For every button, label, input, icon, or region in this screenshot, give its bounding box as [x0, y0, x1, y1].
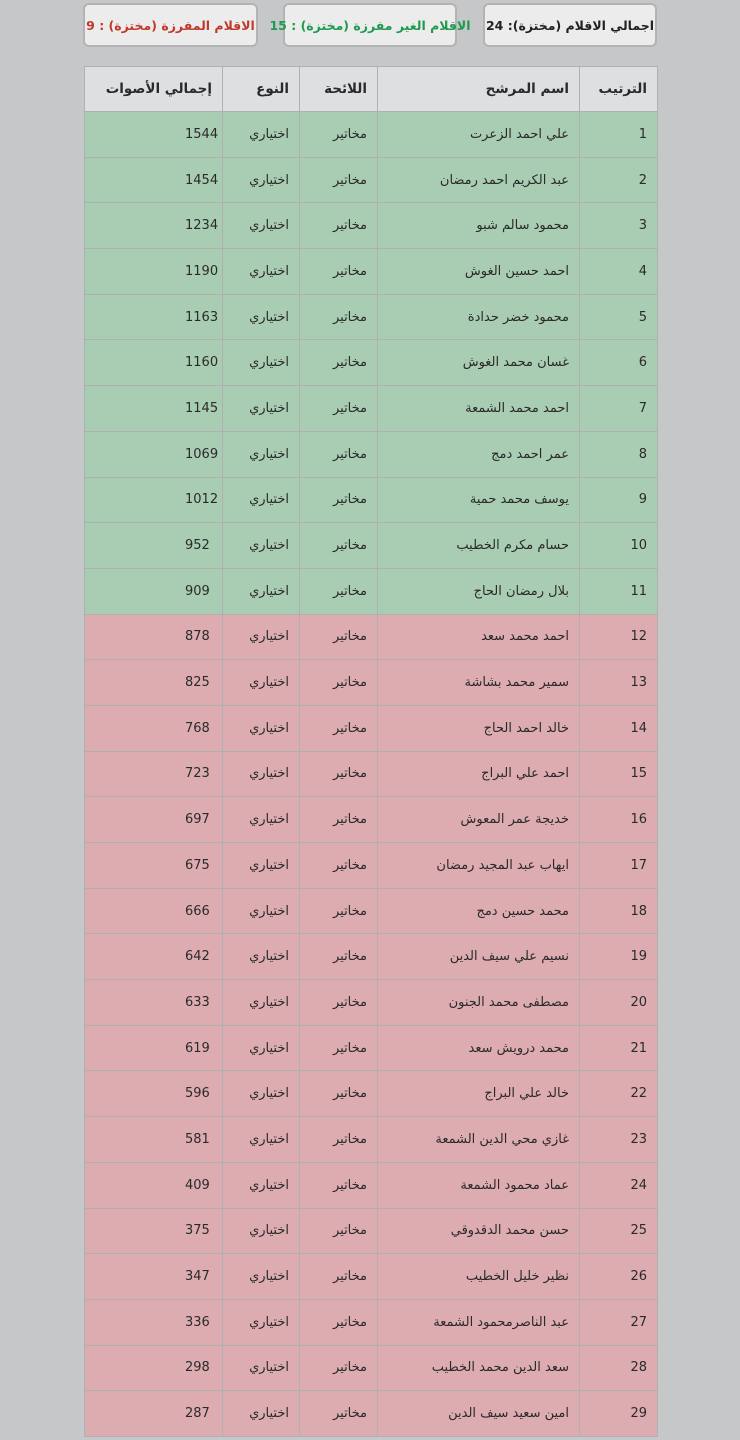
votes-cell: 287	[85, 1391, 223, 1437]
rank-cell: 27	[580, 1299, 658, 1345]
rank-cell: 14	[580, 705, 658, 751]
rank-cell: 18	[580, 888, 658, 934]
list-cell: مخاتير	[300, 1071, 378, 1117]
total-pens-label: اجمالي الاقلام (مختزة): 24	[485, 17, 655, 33]
list-cell: مخاتير	[300, 249, 378, 295]
votes-cell: 298	[85, 1345, 223, 1391]
rank-cell: 25	[580, 1208, 658, 1254]
table-row	[85, 523, 658, 569]
votes-cell: 1544	[85, 112, 223, 158]
votes-cell: 409	[85, 1162, 223, 1208]
type-cell: اختياري	[223, 1345, 300, 1391]
votes-cell: 1160	[85, 340, 223, 386]
list-cell: مخاتير	[300, 523, 378, 569]
votes-cell: 1190	[85, 249, 223, 295]
type-cell: اختياري	[223, 1071, 300, 1117]
sorted-pens-label: الاقلام المفرزة (مختزة) : 9	[86, 17, 255, 33]
rank-cell: 21	[580, 1025, 658, 1071]
type-cell: اختياري	[223, 1117, 300, 1163]
results-body	[85, 112, 658, 1437]
list-cell: مخاتير	[300, 431, 378, 477]
rank-cell: 5	[580, 294, 658, 340]
type-cell: اختياري	[223, 294, 300, 340]
header-votes[interactable]: إجمالي الأصوات	[85, 67, 223, 112]
type-cell: اختياري	[223, 477, 300, 523]
type-cell: اختياري	[223, 386, 300, 432]
rank-cell: 11	[580, 568, 658, 614]
votes-cell: 952	[85, 523, 223, 569]
votes-cell: 633	[85, 980, 223, 1026]
candidate-name-cell: خديجة عمر المعوش	[378, 797, 580, 843]
type-cell: اختياري	[223, 797, 300, 843]
table-row	[85, 888, 658, 934]
table-row	[85, 1208, 658, 1254]
list-cell: مخاتير	[300, 1254, 378, 1300]
candidate-name-cell: خالد علي البراج	[378, 1071, 580, 1117]
rank-cell: 12	[580, 614, 658, 660]
results-table	[84, 66, 658, 1437]
table-row	[85, 934, 658, 980]
list-cell: مخاتير	[300, 1117, 378, 1163]
table-row	[85, 1117, 658, 1163]
rank-cell: 28	[580, 1345, 658, 1391]
candidate-name-cell: عماد محمود الشمعة	[378, 1162, 580, 1208]
votes-cell: 347	[85, 1254, 223, 1300]
list-cell: مخاتير	[300, 157, 378, 203]
header-list[interactable]: اللائحة	[300, 67, 378, 112]
rank-cell: 20	[580, 980, 658, 1026]
table-row	[85, 843, 658, 889]
votes-cell: 336	[85, 1299, 223, 1345]
table-row	[85, 980, 658, 1026]
table-row	[85, 1162, 658, 1208]
candidate-name-cell: عمر احمد دمج	[378, 431, 580, 477]
type-cell: اختياري	[223, 980, 300, 1026]
candidate-name-cell: حسام مكرم الخطيب	[378, 523, 580, 569]
list-cell: مخاتير	[300, 386, 378, 432]
table-row	[85, 614, 658, 660]
type-cell: اختياري	[223, 568, 300, 614]
candidate-name-cell: مصطفى محمد الجنون	[378, 980, 580, 1026]
rank-cell: 15	[580, 751, 658, 797]
candidate-name-cell: حسن محمد الدقدوقي	[378, 1208, 580, 1254]
list-cell: مخاتير	[300, 477, 378, 523]
table-row	[85, 477, 658, 523]
non-sorted-pens-label: الاقلام الغير مفرزة (مختزة) : 15	[269, 17, 471, 33]
candidate-name-cell: يوسف محمد حمية	[378, 477, 580, 523]
rank-cell: 22	[580, 1071, 658, 1117]
list-cell: مخاتير	[300, 1299, 378, 1345]
table-row	[85, 797, 658, 843]
table-row	[85, 1025, 658, 1071]
type-cell: اختياري	[223, 1025, 300, 1071]
rank-cell: 16	[580, 797, 658, 843]
table-row	[85, 203, 658, 249]
rank-cell: 6	[580, 340, 658, 386]
list-cell: مخاتير	[300, 888, 378, 934]
rank-cell: 23	[580, 1117, 658, 1163]
rank-cell: 9	[580, 477, 658, 523]
votes-cell: 1454	[85, 157, 223, 203]
type-cell: اختياري	[223, 431, 300, 477]
type-cell: اختياري	[223, 934, 300, 980]
candidate-name-cell: محمد درويش سعد	[378, 1025, 580, 1071]
candidate-name-cell: خالد احمد الحاج	[378, 705, 580, 751]
rank-cell: 13	[580, 660, 658, 706]
table-row	[85, 1299, 658, 1345]
list-cell: مخاتير	[300, 980, 378, 1026]
table-header-row	[85, 67, 658, 112]
type-cell: اختياري	[223, 1208, 300, 1254]
rank-cell: 17	[580, 843, 658, 889]
list-cell: مخاتير	[300, 843, 378, 889]
candidate-name-cell: احمد علي البراج	[378, 751, 580, 797]
candidate-name-cell: نسيم علي سيف الدين	[378, 934, 580, 980]
type-cell: اختياري	[223, 614, 300, 660]
votes-cell: 768	[85, 705, 223, 751]
candidate-name-cell: سعد الدين محمد الخطيب	[378, 1345, 580, 1391]
table-row	[85, 1391, 658, 1437]
rank-cell: 1	[580, 112, 658, 158]
candidate-name-cell: غازي محي الدين الشمعة	[378, 1117, 580, 1163]
votes-cell: 825	[85, 660, 223, 706]
table-row	[85, 157, 658, 203]
list-cell: مخاتير	[300, 751, 378, 797]
total-pens-button[interactable]	[483, 3, 657, 47]
votes-cell: 1163	[85, 294, 223, 340]
rank-cell: 8	[580, 431, 658, 477]
rank-cell: 4	[580, 249, 658, 295]
rank-cell: 26	[580, 1254, 658, 1300]
candidate-name-cell: بلال رمضان الحاج	[378, 568, 580, 614]
type-cell: اختياري	[223, 249, 300, 295]
votes-cell: 581	[85, 1117, 223, 1163]
votes-cell: 619	[85, 1025, 223, 1071]
rank-cell: 19	[580, 934, 658, 980]
votes-cell: 675	[85, 843, 223, 889]
table-row	[85, 705, 658, 751]
list-cell: مخاتير	[300, 203, 378, 249]
table-row	[85, 660, 658, 706]
votes-cell: 1145	[85, 386, 223, 432]
type-cell: اختياري	[223, 1299, 300, 1345]
list-cell: مخاتير	[300, 1345, 378, 1391]
list-cell: مخاتير	[300, 797, 378, 843]
table-row	[85, 386, 658, 432]
candidate-name-cell: احمد محمد سعد	[378, 614, 580, 660]
table-row	[85, 1071, 658, 1117]
candidate-name-cell: سمير محمد بشاشة	[378, 660, 580, 706]
votes-cell: 642	[85, 934, 223, 980]
votes-cell: 909	[85, 568, 223, 614]
list-cell: مخاتير	[300, 1025, 378, 1071]
votes-cell: 697	[85, 797, 223, 843]
table-row	[85, 340, 658, 386]
list-cell: مخاتير	[300, 660, 378, 706]
candidate-name-cell: نظير خليل الخطيب	[378, 1254, 580, 1300]
rank-cell: 7	[580, 386, 658, 432]
list-cell: مخاتير	[300, 340, 378, 386]
candidate-name-cell: عبد الكريم احمد رمضان	[378, 157, 580, 203]
votes-cell: 596	[85, 1071, 223, 1117]
sorted-pens-button[interactable]	[83, 3, 258, 47]
votes-cell: 878	[85, 614, 223, 660]
type-cell: اختياري	[223, 340, 300, 386]
list-cell: مخاتير	[300, 705, 378, 751]
rank-cell: 24	[580, 1162, 658, 1208]
table-row	[85, 1254, 658, 1300]
type-cell: اختياري	[223, 705, 300, 751]
votes-cell: 375	[85, 1208, 223, 1254]
type-cell: اختياري	[223, 112, 300, 158]
rank-cell: 29	[580, 1391, 658, 1437]
list-cell: مخاتير	[300, 934, 378, 980]
candidate-name-cell: احمد حسين الغوش	[378, 249, 580, 295]
candidate-name-cell: علي احمد الزعرت	[378, 112, 580, 158]
type-cell: اختياري	[223, 203, 300, 249]
candidate-name-cell: محمد حسين دمج	[378, 888, 580, 934]
table-row	[85, 249, 658, 295]
type-cell: اختياري	[223, 843, 300, 889]
list-cell: مخاتير	[300, 1208, 378, 1254]
type-cell: اختياري	[223, 1254, 300, 1300]
type-cell: اختياري	[223, 660, 300, 706]
non-sorted-pens-button[interactable]	[269, 3, 471, 47]
table-row	[85, 431, 658, 477]
votes-cell: 1069	[85, 431, 223, 477]
type-cell: اختياري	[223, 751, 300, 797]
table-row	[85, 751, 658, 797]
candidate-name-cell: عبد الناصرمحمود الشمعة	[378, 1299, 580, 1345]
votes-cell: 1012	[85, 477, 223, 523]
candidate-name-cell: محمود سالم شبو	[378, 203, 580, 249]
candidate-name-cell: ايهاب عبد المجيد رمضان	[378, 843, 580, 889]
candidate-name-cell: امين سعيد سيف الدين	[378, 1391, 580, 1437]
list-cell: مخاتير	[300, 1162, 378, 1208]
votes-cell: 666	[85, 888, 223, 934]
candidate-name-cell: محمود خضر حدادة	[378, 294, 580, 340]
candidate-name-cell: غسان محمد الغوش	[378, 340, 580, 386]
list-cell: مخاتير	[300, 1391, 378, 1437]
header-type[interactable]: النوع	[223, 67, 300, 112]
type-cell: اختياري	[223, 1162, 300, 1208]
list-cell: مخاتير	[300, 294, 378, 340]
table-row	[85, 1345, 658, 1391]
rank-cell: 2	[580, 157, 658, 203]
list-cell: مخاتير	[300, 112, 378, 158]
table-row	[85, 112, 658, 158]
type-cell: اختياري	[223, 523, 300, 569]
list-cell: مخاتير	[300, 614, 378, 660]
rank-cell: 10	[580, 523, 658, 569]
header-name[interactable]: اسم المرشح	[378, 67, 580, 112]
type-cell: اختياري	[223, 157, 300, 203]
votes-cell: 723	[85, 751, 223, 797]
list-cell: مخاتير	[300, 568, 378, 614]
table-row	[85, 294, 658, 340]
type-cell: اختياري	[223, 1391, 300, 1437]
header-rank[interactable]: الترتيب	[580, 67, 658, 112]
table-row	[85, 568, 658, 614]
candidate-name-cell: احمد محمد الشمعة	[378, 386, 580, 432]
votes-cell: 1234	[85, 203, 223, 249]
type-cell: اختياري	[223, 888, 300, 934]
rank-cell: 3	[580, 203, 658, 249]
